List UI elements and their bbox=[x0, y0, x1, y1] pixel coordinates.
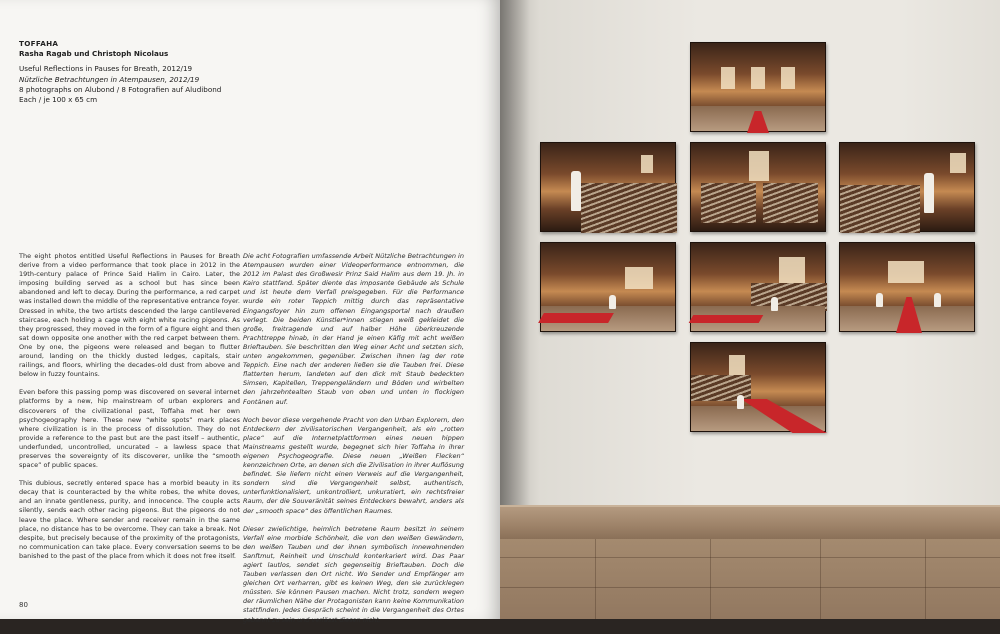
work-dimensions: Each / je 100 x 65 cm bbox=[19, 95, 98, 105]
left-page bbox=[0, 0, 500, 624]
page-number: 80 bbox=[19, 601, 28, 609]
work-title-en: Useful Reflections in Pauses for Breath, 2012/19 bbox=[19, 64, 193, 74]
parquet-floor bbox=[500, 539, 1000, 619]
artwork-header bbox=[19, 39, 319, 105]
photo-top-foyer-carpet bbox=[690, 42, 826, 132]
german-text-column bbox=[243, 252, 464, 634]
artist-names: Rasha Ragab und Christoph Nicolaus bbox=[19, 49, 169, 59]
paragraph-en-3: This dubious, secretly entered space has a morbid beauty in its decay that is counteracted by the white robes, the white doves, and an innate gentleness, purity, and innocence. The couple acts silently, sends each other racing pigeons. But the pigeons do not leave the place. Where sender and receiver remain in the same place, no distance has to be overcome. They can take a break. Not despite, but precisely because of the proximity of the protagonists, no communication can take place. Every conversation seems to be banished to the past of the place from which it does not free itself. bbox=[19, 479, 240, 560]
wall-baseboard bbox=[500, 505, 1000, 539]
photo-man-on-staircase bbox=[839, 142, 975, 232]
photo-hall-center bbox=[690, 242, 826, 332]
photo-woman-on-staircase bbox=[540, 142, 676, 232]
photo-bottom-carpet bbox=[690, 342, 826, 432]
photo-hall-left bbox=[540, 242, 676, 332]
artist-collective-title: TOFFAHA bbox=[19, 39, 59, 48]
right-page-gallery-photo bbox=[500, 0, 1000, 619]
photo-hall-right bbox=[839, 242, 975, 332]
work-medium: 8 photographs on Alubond / 8 Fotografien auf Aludibond bbox=[19, 84, 222, 94]
paragraph-de-2: Noch bevor diese vergehende Pracht von den Urban Explorern, den Entdeckern der zivilisatorischen Vergangenheit, als ein „rotten place“ auf die Internetplattformen eines neuen hippen Mainstreams gestellt wurde, begegnet sich hier Toffaha in ihrer eigenen Psychogeografie. Diese neuen „Weißen Flecken“ kennzeichnen Orte, an denen sich die Zivilisation in ihrer Auflösung befindet. Sie liefern nicht einen Verweis auf die Vergangenheit, sondern sind die Vergangenheit selbst, authentisch, unterfunktionalisiert, unkontrolliert, unkuratiert, ein rechtsfreier Raum, der die Souveränität seines Entdeckers bewahrt, anders als der „smooth space“ des öffentlichen Raumes. bbox=[243, 415, 464, 515]
paragraph-de-1: Die acht Fotografien umfassende Arbeit Nützliche Betrachtungen in Atempausen wurden einer Videoperformance entnommen, die 2012 im Palast des Großwesir Prinz Said Halim aus dem 19. Jh. in Kairo stattfand. Später diente das imposante Gebäude als Schule und ist heute dem Verfall preisgegeben. Für die Performance wurde ein roter Teppich mittig durch das repräsentative Eingangsfoyer hin zum offenen Eingangsportal nach draußen verlegt. Die beiden Künstler*innen stiegen weiß gekleidet die große, freitragende und auf halber Höhe überkreuzende Prachttreppe hinab, in der Hand je einen Käfig mit acht weißen Brieftauben. Sie beschritten den Weg einer Acht und setzten sich, unten angekommen, gegenüber. Zwischen ihnen lag der rote Teppich. Eine nach der anderen ließen sie die Tauben frei. Diese flatterten herum, landeten auf den dick mit Staub bedeckten Simsen, Kapitellen, Treppengeländern und Böden und wirbelten den jahrzehntealten Staub von oben und unten in flockigen Fontänen auf. bbox=[243, 252, 464, 406]
paragraph-en-2: Even before this passing pomp was discovered on several internet platforms by a new, hip mainstream of urban explorers and discoverers of the civilizational past, Toffaha met her own psychogeography here. These new “white spots” mark places where civilization is in the process of dissolution. They do not provide a reference to the past but are the past itself – authentic, underfunded, uncontrolled, uncurated – a lawless space that preserves the sovereignty of its discoverer, unlike the “smooth space” of public spaces. bbox=[19, 388, 240, 470]
paragraph-en-1: The eight photos entitled Useful Reflections in Pauses for Breath derive from a video performance that took place in 2012 in the 19th-century palace of Prince Said Halim in Cairo. Later, the imposing building served as a school but has since been abandoned and left to decay. During the performance, a red carpet was installed down the middle of the representative entrance foyer. Dressed in white, the two artists descended the large cantilevered staircase, each holding a cage with eight white racing pigeons. As they progressed, they moved in the form of a figure eight and then sat down opposite one another with the red carpet between them. One by one, the pigeons were released and began to flutter around, landing on the thickly dusted ledges, capitals, stair railings, and floors, whirling the decades-old dust from above and below in fuzzy fountains. bbox=[19, 252, 240, 379]
paragraph-de-3: Dieser zwielichtige, heimlich betretene Raum besitzt in seinem Verfall eine morbide Schönheit, die von den weißen Gewändern, den weißen Tauben und der ihnen symbolisch innewohnenden Sanftmut, Reinheit und Unschuld konterkariert wird. Das Paar agiert lautlos, sendet sich gegenseitig Brieftauben. Doch die Tauben verlassen den Ort nicht. Wo Sender und Empfänger am gleichen Ort verharren, gibt es keinen Weg, den sie zurücklegen müssten. Sie können Pausen machen. Nicht trotz, sondern wegen der räumlichen Nähe der Protagonisten kann keine Kommunikation stattfinden. Jedes Gespräch scheint in die Vergangenheit des Ortes gebannt zu sein und verlässt diesen nicht. bbox=[243, 524, 464, 624]
work-title-de: Nützliche Betrachtungen in Atempausen, 2012/19 bbox=[19, 74, 200, 84]
english-text-column bbox=[19, 252, 240, 570]
photo-crossing-staircase bbox=[690, 142, 826, 232]
